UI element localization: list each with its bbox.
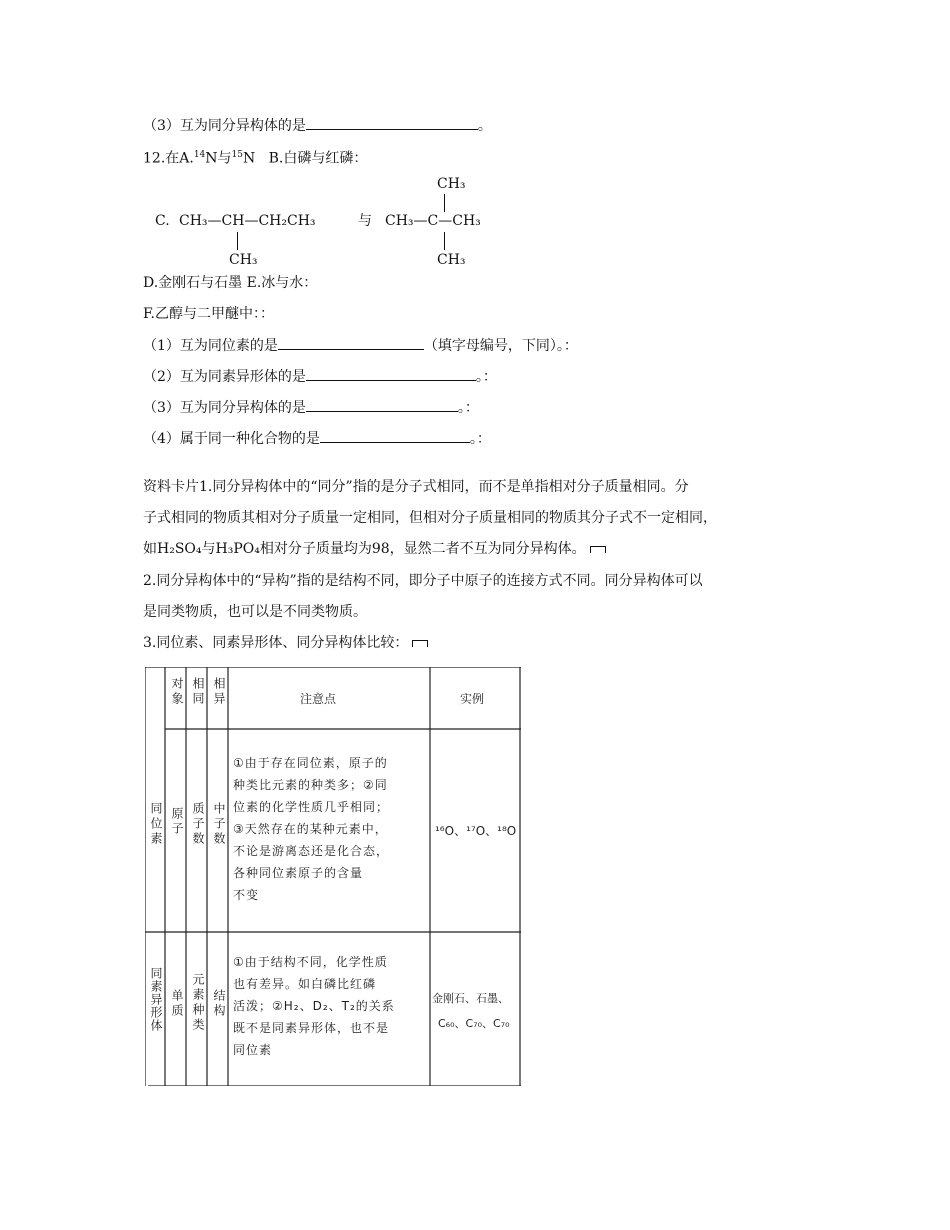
branch-bond xyxy=(237,232,238,250)
card-p3: 3.同位素、同素异形体、同分异构体比较： xyxy=(143,633,428,653)
row-allotrope-example-line1: 金刚石、石墨、 xyxy=(432,992,509,1005)
header-note: 注意点 xyxy=(300,692,337,706)
comparison-table xyxy=(145,667,521,1086)
row-allotrope-name: 同素异形体 xyxy=(149,967,163,1032)
q12-intro: 12.在A.$^{14}$N与$^{15}$N B.白磷与红磷： xyxy=(143,150,368,167)
bottom-bond xyxy=(444,232,445,250)
row-allotrope-same: 元素种类 xyxy=(191,973,205,1033)
row-isotope-object: 原子 xyxy=(170,807,184,837)
q12-item-3: （3）互为同分异构体的是 。： xyxy=(143,397,479,418)
q12-options-de: D.金刚石与石墨 E.冰与水： xyxy=(143,275,318,291)
answer-blank[interactable] xyxy=(320,428,470,443)
paragraph-mark-icon xyxy=(412,640,428,647)
option-c-label: C. xyxy=(155,213,170,229)
card-p1-line3: 如H₂SO₄与H₃PO₄相对分子质量均为98，显然二者不互为同分异构体。 xyxy=(143,539,606,559)
neopentane-top: CH₃ xyxy=(437,176,466,192)
row-isotope-name: 同位素 xyxy=(149,802,163,847)
header-object: 对象 xyxy=(170,677,184,707)
q11-item-3: （3）互为同分异构体的是 。 xyxy=(143,115,492,136)
answer-blank[interactable] xyxy=(306,115,478,130)
row-isotope-note: ①由于存在同位素，原子的 种类比元素的种类多；②同 位素的化学性质几乎相同； ③天然存在的某种元素中， 不论是游离态还是化合态， 各种同位素原子的含量 不变 xyxy=(233,756,390,902)
option-c-and: 与 xyxy=(358,213,372,229)
card-p1-line2: 子式相同的物质其相对分子质量一定相同，但相对分子质量相同的物质其分子式不一定相同， xyxy=(143,510,717,526)
header-same: 相同 xyxy=(191,677,205,707)
row-allotrope-example-line2: C₆₀、C₇₀、C₇₀ xyxy=(438,1017,510,1030)
butane-main-chain: CH₃—CH—CH₂CH₃ xyxy=(179,213,316,229)
card-p1-line1: 资料卡片1.同分异构体中的“同分”指的是分子式相同，而不是单指相对分子质量相同。分 xyxy=(143,479,689,495)
card-p2-line2: 是同类物质，也可以是不同类物质。 xyxy=(143,604,367,620)
row-isotope-diff: 中子数 xyxy=(212,802,226,847)
row-allotrope-diff: 结构 xyxy=(212,989,226,1019)
paragraph-mark-icon xyxy=(590,546,606,553)
header-example: 实例 xyxy=(460,692,485,706)
row-isotope-example: ¹⁶O、¹⁷O、¹⁸O xyxy=(435,824,517,838)
q12-item-4: （4）属于同一种化合物的是 。： xyxy=(143,428,491,449)
header-diff: 相异 xyxy=(212,677,226,707)
neopentane-bottom: CH₃ xyxy=(437,252,466,268)
answer-blank[interactable] xyxy=(306,397,458,412)
card-p2-line1: 2.同分异构体中的“异构”指的是结构不同，即分子中原子的连接方式不同。同分异构体可以 xyxy=(143,573,703,589)
butane-branch: CH₃ xyxy=(229,252,258,268)
neopentane-main-chain: CH₃—C—CH₃ xyxy=(385,213,481,229)
q12-option-f: F.乙醇与二甲醚中：： xyxy=(143,306,274,322)
q12-item-2: （2）互为同素异形体的是 。： xyxy=(143,366,497,387)
top-bond xyxy=(444,194,445,212)
q12-item-1: （1）互为同位素的是 （填字母编号，下同）。： xyxy=(143,335,578,356)
answer-blank[interactable] xyxy=(306,366,476,381)
row-allotrope-object: 单质 xyxy=(170,989,184,1019)
row-isotope-same: 质子数 xyxy=(191,802,205,847)
answer-blank[interactable] xyxy=(278,335,424,350)
row-allotrope-note: ①由于结构不同，化学性质 也有差异。如白磷比红磷 活泼；②H₂、D₂、T₂的关系 既不是同素异形体，也不是 同位素 xyxy=(233,955,395,1057)
